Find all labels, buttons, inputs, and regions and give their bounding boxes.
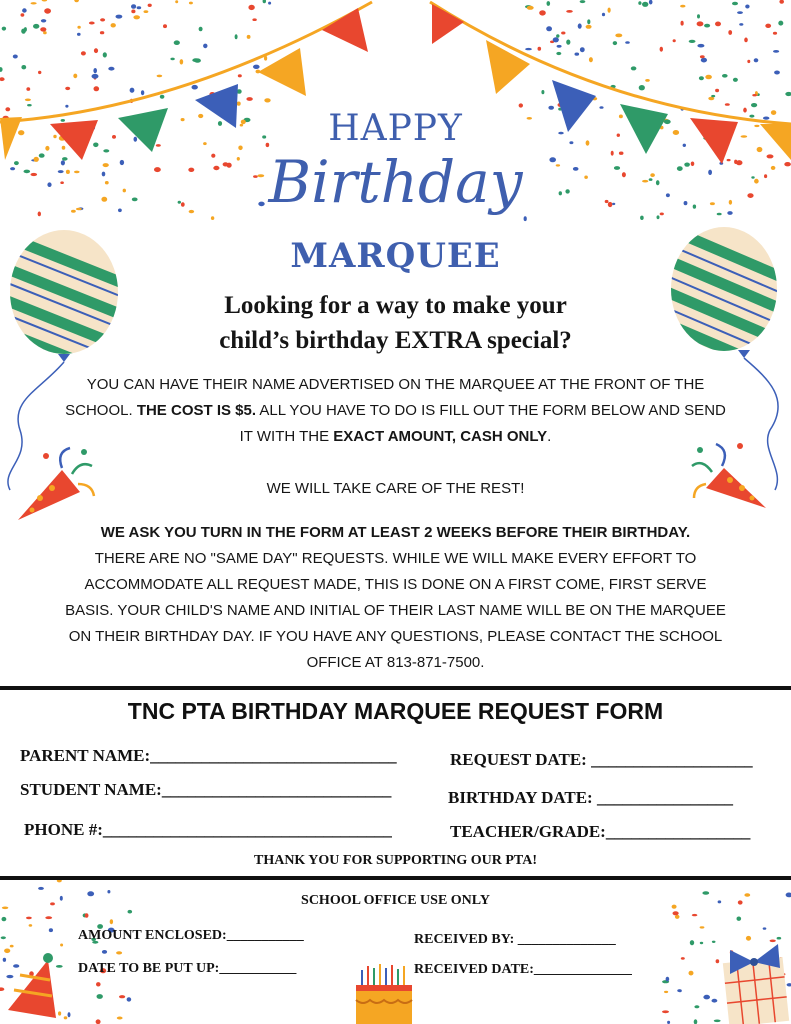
policy-bold: WE ASK YOU TURN IN THE FORM AT LEAST 2 WEEKS BEFORE THEIR BIRTHDAY.: [100, 524, 691, 541]
parent-name-field[interactable]: PARENT NAME:_____________________________: [20, 746, 397, 765]
teacher-grade-field[interactable]: TEACHER/GRADE:_________________: [450, 822, 751, 841]
title-marquee: MARQUEE: [290, 236, 501, 276]
form-title: TNC PTA BIRTHDAY MARQUEE REQUEST FORM: [127, 698, 664, 724]
intro-exact-amount: EXACT AMOUNT, CASH ONLY: [333, 428, 548, 445]
divider-bottom: [0, 876, 791, 880]
headline-line-1: Looking for a way to make your: [224, 292, 567, 319]
birthday-cake-icon: [356, 964, 412, 1024]
birthday-date-field[interactable]: BIRTHDAY DATE: ________________: [448, 788, 733, 807]
headline-line-2: child’s birthday EXTRA special?: [219, 327, 572, 354]
intro-cost: THE COST IS $5.: [136, 402, 257, 419]
intro-text-2: ALL YOU HAVE TO DO IS FILL OUT THE FORM BELOW AND SEND IT WITH THE: [239, 402, 726, 445]
student-name-field[interactable]: STUDENT NAME:___________________________: [20, 780, 392, 799]
policy-text: THERE ARE NO "SAME DAY" REQUESTS. WHILE WE WILL MAKE EVERY EFFORT TO ACCOMMODATE ALL REQUEST MADE, THIS IS DONE ON A FIRST COME, FIRST SERVE BASIS. YOUR CHILD'S NAME AND INITIAL OF THEIR LAST NAME WILL BE ON THE MARQUEE ON THEIR BIRTHDAY DAY. IF YOU HAVE ANY QUESTIONS, PLEASE CONTACT THE SCHOOL OFFICE AT 813-871-7500.: [65, 550, 726, 671]
received-date-field[interactable]: RECEIVED DATE:______________: [414, 962, 632, 977]
thank-you-text: THANK YOU FOR SUPPORTING OUR PTA!: [253, 853, 537, 868]
phone-field[interactable]: PHONE #:__________________________________: [24, 820, 392, 839]
party-hat-icon: [8, 953, 56, 1018]
rest-line: WE WILL TAKE CARE OF THE REST!: [266, 480, 525, 497]
policy-paragraph: [64, 520, 727, 676]
office-heading: SCHOOL OFFICE USE ONLY: [301, 893, 490, 908]
headline: [140, 288, 651, 358]
intro-paragraph: [64, 372, 727, 450]
date-put-up-field[interactable]: DATE TO BE PUT UP:___________: [78, 961, 297, 976]
gift-box-icon: [723, 944, 789, 1024]
amount-enclosed-field[interactable]: AMOUNT ENCLOSED:___________: [78, 928, 304, 943]
request-date-field[interactable]: REQUEST DATE: ___________________: [450, 750, 753, 769]
divider-top: [0, 686, 791, 690]
received-by-field[interactable]: RECEIVED BY: ______________: [414, 932, 616, 947]
intro-text-1: YOU CAN HAVE THEIR NAME ADVERTISED ON THE MARQUEE AT THE FRONT OF THE SCHOOL.: [65, 376, 705, 419]
title-birthday: Birthday: [268, 148, 523, 216]
intro-text-3: .: [547, 428, 552, 445]
title-happy: HAPPY: [328, 108, 463, 149]
